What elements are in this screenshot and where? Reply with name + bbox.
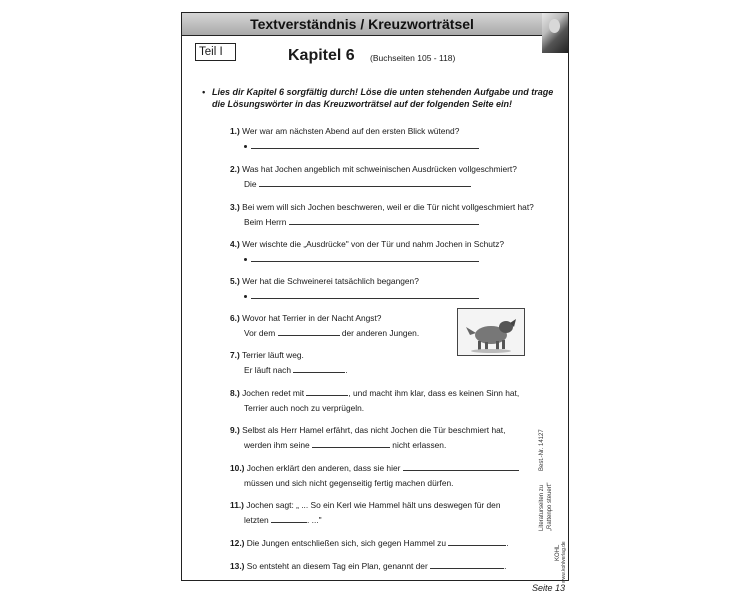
question-6 bbox=[230, 312, 381, 324]
question-number: 7.) bbox=[230, 350, 240, 360]
best-nr: Best.-Nr. 14127 bbox=[539, 429, 545, 471]
question-number: 12.) bbox=[230, 538, 245, 548]
answer-suffix: . bbox=[345, 365, 348, 375]
question-text: Wer war am nächsten Abend auf den ersten Blick wütend? bbox=[242, 126, 460, 136]
answer-line-9[interactable] bbox=[244, 439, 446, 451]
question-text: Selbst als Herr Hamel erfährt, das nicht Jochen die Tür beschmiert hat, bbox=[242, 425, 506, 435]
question-text: Bei wem will sich Jochen beschweren, weil er die Tür nicht vollgeschmiert hat? bbox=[242, 202, 534, 212]
page-number: Seite 13 bbox=[532, 583, 566, 593]
answer-prefix: Vor dem bbox=[244, 328, 276, 338]
question-number: 5.) bbox=[230, 276, 240, 286]
answer-prefix: Beim Herrn bbox=[244, 217, 287, 227]
page-range: (Buchseiten 105 - 118) bbox=[370, 53, 456, 63]
question-number: 4.) bbox=[230, 239, 240, 249]
question-text: Jochen erklärt den anderen, dass sie hier bbox=[246, 463, 401, 473]
question-5 bbox=[230, 275, 419, 287]
question-number: 10.) bbox=[230, 463, 245, 473]
part-label: Teil I bbox=[195, 43, 236, 61]
answer-line-11[interactable] bbox=[244, 514, 322, 526]
worksheet-header bbox=[182, 13, 542, 36]
header-title: Textverständnis / Kreuzworträtsel bbox=[250, 16, 474, 32]
question-number: 13.) bbox=[230, 561, 245, 571]
answer-line-5[interactable] bbox=[244, 290, 479, 302]
answer-prefix: Er läuft nach bbox=[244, 365, 292, 375]
answer-line-1[interactable] bbox=[244, 140, 479, 152]
book-title: „Rattenpo steuert" bbox=[547, 482, 553, 531]
question-9 bbox=[230, 424, 505, 436]
question-number: 8.) bbox=[230, 388, 240, 398]
dog-illustration-icon bbox=[457, 308, 525, 356]
publisher-sidebar bbox=[537, 423, 567, 583]
answer-prefix: Terrier auch noch zu verprügeln. bbox=[244, 403, 365, 413]
question-text: Wer wischte die „Ausdrücke" von der Tür und nahm Jochen in Schutz? bbox=[242, 239, 505, 249]
question-1 bbox=[230, 125, 459, 137]
question-2 bbox=[230, 163, 517, 175]
question-text: Wer hat die Schweinerei tatsächlich begangen? bbox=[242, 276, 419, 286]
question-11 bbox=[230, 499, 500, 511]
worksheet-page bbox=[181, 12, 569, 581]
answer-suffix: nicht erlassen. bbox=[392, 440, 447, 450]
literatur-label: Literaturseiten zu bbox=[539, 484, 545, 531]
answer-prefix: letzten bbox=[244, 515, 269, 525]
publisher-url: www.kohlverlag.de bbox=[561, 541, 567, 583]
publisher-name: KOHL bbox=[555, 544, 561, 561]
answer-prefix: werden ihm seine bbox=[244, 440, 310, 450]
question-number: 6.) bbox=[230, 313, 240, 323]
question-text: Terrier läuft weg. bbox=[241, 350, 304, 360]
answer-prefix: Die bbox=[244, 179, 257, 189]
question-number: 3.) bbox=[230, 202, 240, 212]
answer-line-8 bbox=[244, 402, 364, 414]
question-text-suffix: , und macht ihm klar, dass es keinen Sinn hat, bbox=[348, 388, 520, 398]
question-text: Was hat Jochen angeblich mit schweinischen Ausdrücken vollgeschmiert? bbox=[242, 164, 517, 174]
question-text-suffix: . bbox=[506, 538, 509, 548]
question-3 bbox=[230, 201, 534, 213]
question-7 bbox=[230, 349, 304, 361]
answer-line-2[interactable] bbox=[244, 178, 471, 190]
question-text: Jochen sagt: „ ... So ein Kerl wie Hammel hält uns deswegen für den bbox=[246, 500, 501, 510]
answer-suffix: . ..." bbox=[307, 515, 322, 525]
answer-line-7[interactable] bbox=[244, 364, 348, 376]
answer-line-3[interactable] bbox=[244, 216, 479, 228]
answer-line-10 bbox=[244, 477, 454, 489]
question-number: 2.) bbox=[230, 164, 240, 174]
answer-line-6[interactable] bbox=[244, 327, 419, 339]
question-number: 11.) bbox=[230, 500, 244, 510]
question-number: 1.) bbox=[230, 126, 240, 136]
question-10 bbox=[230, 462, 519, 474]
answer-line-4[interactable] bbox=[244, 253, 479, 265]
instruction bbox=[202, 87, 562, 110]
corner-photo-icon bbox=[542, 13, 568, 53]
question-number: 9.) bbox=[230, 425, 240, 435]
question-12 bbox=[230, 537, 509, 549]
question-text: Die Jungen entschließen sich, sich gegen Hammel zu bbox=[246, 538, 447, 548]
question-text: Jochen redet mit bbox=[242, 388, 305, 398]
answer-prefix: müssen und sich nicht gegenseitig fertig machen dürfen. bbox=[244, 478, 454, 488]
question-text: So entsteht an diesem Tag ein Plan, genannt der bbox=[246, 561, 428, 571]
question-13 bbox=[230, 560, 506, 572]
bullet-icon: • bbox=[202, 87, 206, 97]
answer-suffix: der anderen Jungen. bbox=[341, 328, 420, 338]
question-4 bbox=[230, 238, 504, 250]
chapter-title: Kapitel 6 bbox=[288, 47, 355, 64]
question-text: Wovor hat Terrier in der Nacht Angst? bbox=[242, 313, 382, 323]
question-8 bbox=[230, 387, 519, 399]
question-text-suffix: . bbox=[504, 561, 507, 571]
instruction-text: Lies dir Kapitel 6 sorgfältig durch! Löse die unten stehenden Aufgabe und trage die Lösungswörter in das Kreuzworträtsel auf der folgenden Seite ein! bbox=[212, 87, 554, 109]
